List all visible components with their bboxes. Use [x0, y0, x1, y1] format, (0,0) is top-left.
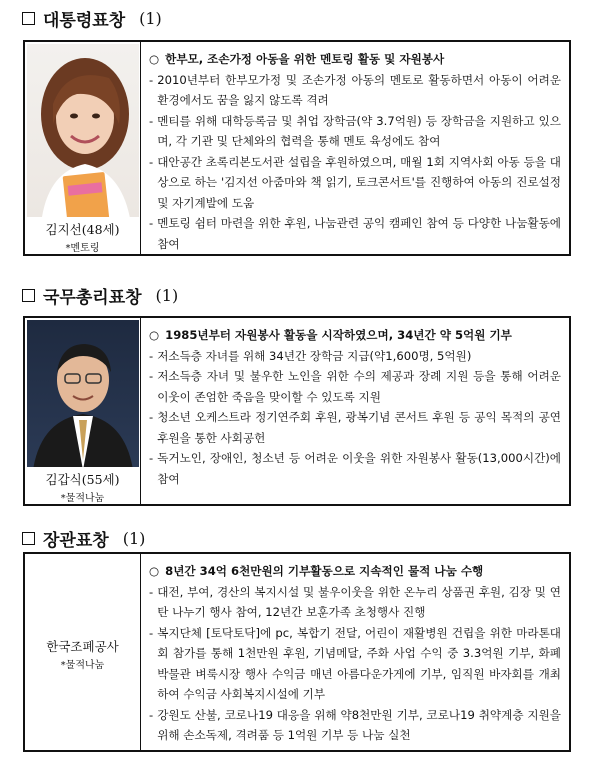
award-description: [141, 554, 569, 750]
dash-bullet-icon: -: [149, 451, 154, 465]
dash-bullet-icon: -: [149, 625, 154, 640]
award-headline: [149, 49, 561, 70]
list-item: [149, 70, 561, 111]
award-box-minister: [23, 552, 571, 752]
dash-bullet-icon: -: [149, 216, 154, 230]
recipient-cell: [25, 42, 141, 254]
list-item: [149, 152, 561, 214]
list-item: [149, 407, 561, 448]
dash-bullet-icon: -: [149, 113, 154, 128]
recipient-role: *물적나눔: [60, 493, 105, 504]
section-count: (1): [155, 286, 179, 305]
circle-bullet-icon: ○: [149, 564, 160, 578]
bullet-text: 2010년부터 한부모가정 및 조손가정 아동의 멘토로 활동하면서 아동이 어려운 환경에서도 꿈을 잃지 않도록 격려: [157, 72, 561, 107]
man-portrait-icon: [27, 320, 139, 467]
bullet-text: 저소득층 자녀 및 불우한 노인을 위한 수의 제공과 장례 지원 등을 통해 어려운 이웃이 존엄한 죽음을 맞이할 수 있도록 지원: [157, 369, 561, 404]
bullet-text: 독거노인, 장애인, 청소년 등 어려운 이웃을 위한 자원봉사 활동(13,000시간)에 참여: [157, 451, 561, 486]
section-heading-prime-minister: [22, 283, 178, 308]
recipient-cell: [25, 318, 141, 504]
woman-portrait-icon: [27, 44, 139, 217]
recipient-role: *물적나눔: [60, 659, 105, 671]
dash-bullet-icon: -: [149, 369, 154, 383]
recipient-name: 한국조폐공사: [46, 638, 119, 654]
section-title: 국무총리표창: [43, 288, 142, 308]
award-headline: [149, 561, 561, 582]
bullet-text: 멘티를 위해 대학등록금 및 취업 장학금(약 3.7억원) 등 장학금을 지원하고 있으며, 각 기관 및 단체와의 협력을 통해 멘토 육성에도 참여: [157, 113, 561, 148]
list-item: [149, 213, 561, 254]
bullet-text: 청소년 오케스트라 정기연주회 후원, 광복기념 콘서트 후원 등 공익 목적의 공연 후원을 통한 사회공헌: [157, 410, 561, 445]
circle-bullet-icon: ○: [149, 52, 160, 66]
award-description: [141, 318, 569, 504]
section-count: (1): [122, 529, 146, 548]
bullet-text: 대전, 부여, 경산의 복지시설 및 불우이웃을 위한 온누리 상품권 후원, 김장 및 연탄 나누기 행사 참여, 12년간 보훈가족 초청행사 진행: [157, 584, 561, 619]
section-title: 대통령표창: [43, 11, 126, 31]
recipient-photo: [27, 320, 139, 467]
list-item: [149, 346, 561, 367]
recipient-cell: [25, 554, 141, 750]
award-box-presidential: [23, 40, 571, 256]
bullet-text: 복지단체 [토닥토닥]에 pc, 복합기 전달, 어린이 재활병원 건립을 위한 마라톤대회 참가를 통해 1천만원 후원, 기념메달, 주화 사업 수익 중 3.3억원 기부, 화폐박물관 벼룩시장 행사 수익금 매년 아름다운가게에 기부, 임직원 바자회를 개최하여 수익금 사회복지시설에 기부: [157, 625, 561, 701]
bullet-text: 대안공간 초록리본도서관 설립을 후원하였으며, 매월 1회 지역사회 아동 등을 대상으로 하는 '김지선 아줌마와 책 읽기, 토크콘서트'를 진행하여 아동의 진로설정 및 자기계발에 도움: [157, 154, 561, 210]
list-item: [149, 366, 561, 407]
recipient-name: 김갑식(55세): [45, 472, 120, 487]
list-item: [149, 623, 561, 705]
recipient-role: *멘토링: [65, 243, 100, 254]
list-item: [149, 448, 561, 489]
checkbox-square-icon: [22, 289, 35, 302]
award-box-prime-minister: [23, 316, 571, 506]
bullet-text: 멘토링 쉼터 마련을 위한 후원, 나눔관련 공익 캠페인 참여 등 다양한 나눔활동에 참여: [157, 216, 561, 251]
dash-bullet-icon: -: [149, 154, 154, 169]
headline-text: 8년간 34억 6천만원의 기부활동으로 지속적인 물적 나눔 수행: [165, 564, 484, 578]
dash-bullet-icon: -: [149, 348, 154, 363]
award-description: [141, 42, 569, 254]
section-count: (1): [139, 9, 162, 28]
list-item: [149, 111, 561, 152]
list-item: [149, 705, 561, 746]
headline-text: 한부모, 조손가정 아동을 위한 멘토링 활동 및 자원봉사: [165, 52, 445, 66]
checkbox-square-icon: [22, 12, 35, 25]
dash-bullet-icon: -: [149, 707, 154, 722]
section-heading-presidential: [22, 6, 162, 31]
section-heading-minister: [22, 526, 145, 551]
recipient-photo: [27, 44, 139, 217]
dash-bullet-icon: -: [149, 584, 154, 599]
section-title: 장관표창: [43, 531, 109, 551]
circle-bullet-icon: ○: [149, 328, 160, 342]
list-item: [149, 582, 561, 623]
recipient-name: 김지선(48세): [45, 222, 120, 237]
award-headline: [149, 325, 561, 346]
dash-bullet-icon: -: [149, 410, 154, 424]
bullet-text: 강원도 산불, 코로나19 대응을 위해 약8천만원 기부, 코로나19 취약계층 지원을 위해 손소독제, 격려품 등 1억원 기부 등 나눔 실천: [157, 707, 561, 742]
dash-bullet-icon: -: [149, 72, 154, 87]
headline-text: 1985년부터 자원봉사 활동을 시작하였으며, 34년간 약 5억원 기부: [165, 328, 512, 342]
checkbox-square-icon: [22, 532, 35, 545]
bullet-text: 저소득층 자녀를 위해 34년간 장학금 지급(약1,600명, 5억원): [157, 348, 472, 363]
